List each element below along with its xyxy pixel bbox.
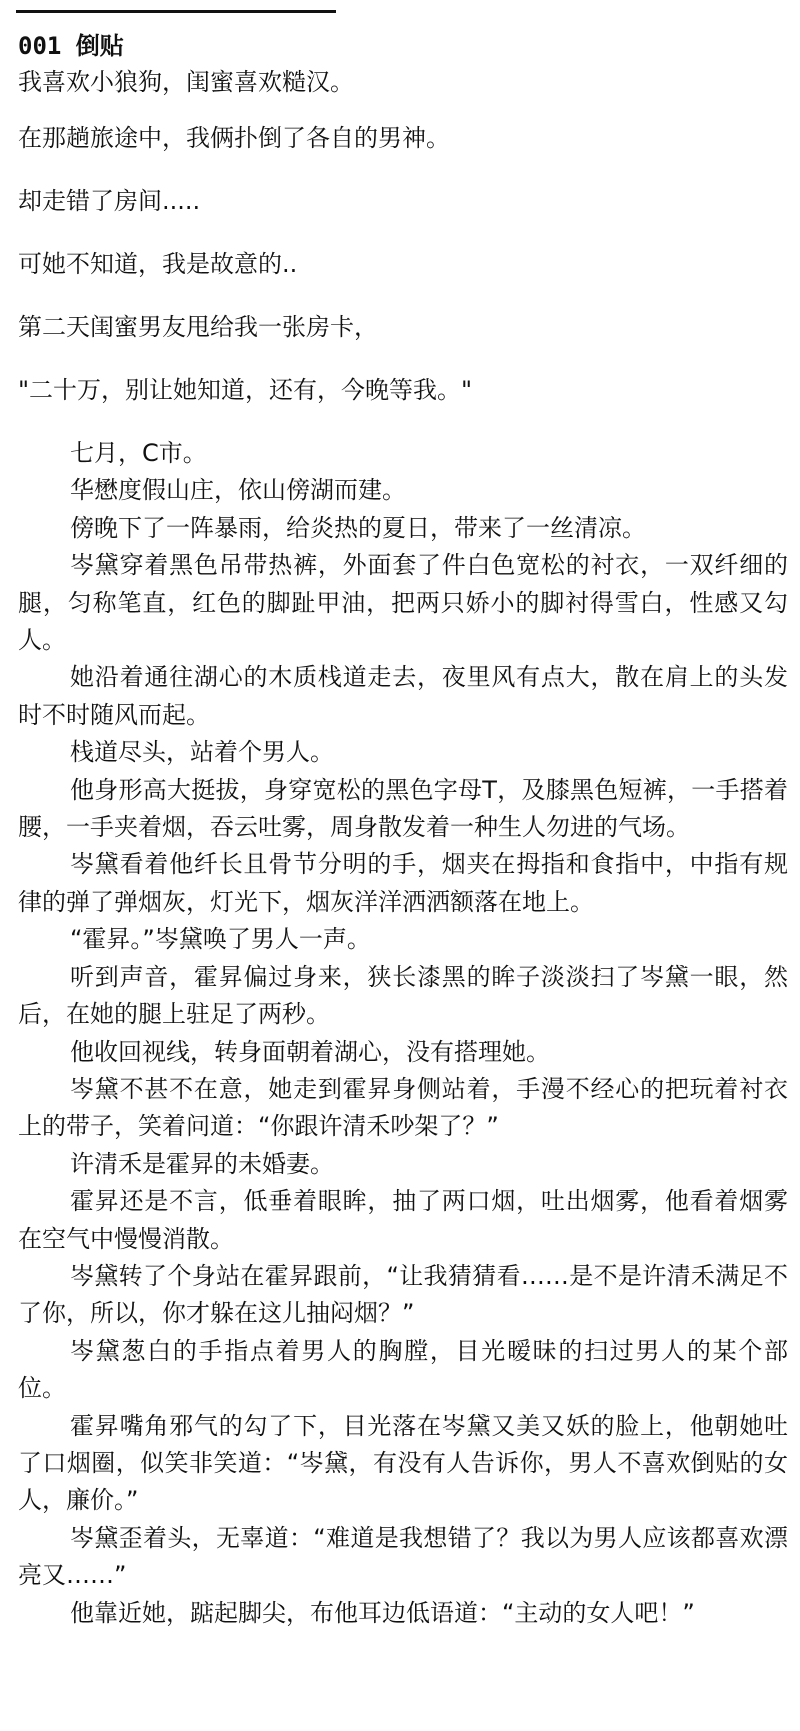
- intro-quote: "二十万，别让她知道，还有，今晚等我。": [18, 376, 473, 404]
- story-paragraph: 霍昇还是不言，低垂着眼眸，抽了两口烟，吐出烟雾，他看着烟雾在空气中慢慢消散。: [18, 1187, 788, 1253]
- story-paragraph: 霍昇嘴角邪气的勾了下，目光落在岑黛又美又妖的脸上，他朝她吐了口烟圈，似笑非笑道：“岑黛，有没有人告诉你，男人不喜欢倒贴的女人，廉价。”: [18, 1411, 788, 1515]
- story-paragraph: 岑黛转了个身站在霍昇跟前，“让我猜猜看……是不是许清禾满足不了你，所以，你才躲在这儿抽闷烟？”: [18, 1261, 788, 1328]
- story-paragraph: 岑黛看着他纤长且骨节分明的手，烟夹在拇指和食指中，中指有规律的弹了弹烟灰，灯光下，烟灰洋洋洒洒额落在地上。: [18, 850, 788, 916]
- intro-line: 却走错了房间.....: [18, 187, 201, 215]
- story-paragraph: 华懋度假山庄，依山傍湖而建。: [70, 476, 406, 505]
- intro-line: 在那趟旅途中，我俩扑倒了各自的男神。: [18, 124, 450, 152]
- story-paragraph: 七月，C市。: [70, 439, 207, 467]
- story-paragraph: 傍晚下了一阵暴雨，给炎热的夏日，带来了一丝清凉。: [70, 513, 646, 542]
- intro-line: 第二天闺蜜男友甩给我一张房卡，: [18, 313, 378, 341]
- story-paragraph: 岑黛歪着头，无辜道：“难道是我想错了？我以为男人应该都喜欢漂亮又……”: [18, 1523, 788, 1590]
- intro-line: 可她不知道，我是故意的..: [18, 250, 298, 278]
- story-paragraph: 岑黛葱白的手指点着男人的胸膛，目光暧昧的扫过男人的某个部位。: [18, 1336, 788, 1403]
- story-paragraph: 栈道尽头，站着个男人。: [70, 738, 334, 767]
- intro-line: 我喜欢小狼狗，闺蜜喜欢糙汉。: [18, 68, 354, 96]
- story-paragraph: 听到声音，霍昇偏过身来，狭长漆黑的眸子淡淡扫了岑黛一眼，然后，在她的腿上驻足了两秒。: [18, 962, 788, 1029]
- chapter-title: 001 倒贴: [18, 32, 124, 60]
- story-paragraph: 他靠近她，踮起脚尖，布他耳边低语道：“主动的女人吧！”: [70, 1598, 695, 1627]
- story-paragraph: 岑黛穿着黑色吊带热裤，外面套了件白色宽松的衬衣，一双纤细的腿，匀称笔直，红色的脚趾甲油，把两只娇小的脚衬得雪白，性感又勾人。: [18, 551, 788, 655]
- story-paragraph: 许清禾是霍昇的未婚妻。: [70, 1149, 334, 1178]
- story-paragraph: 他收回视线，转身面朝着湖心，没有搭理她。: [70, 1037, 550, 1066]
- story-paragraph: 她沿着通往湖心的木质栈道走去，夜里风有点大，散在肩上的头发时不时随风而起。: [18, 663, 788, 729]
- article-page: [18, 28, 788, 1632]
- story-paragraph: 他身形高大挺拔，身穿宽松的黑色字母T，及膝黑色短裤，一手搭着腰，一手夹着烟，吞云吐雾，周身散发着一种生人勿进的气场。: [18, 775, 788, 842]
- story-body: [18, 435, 788, 1632]
- story-paragraph: “霍昇。”岑黛唤了男人一声。: [70, 925, 371, 954]
- intro-block: [18, 64, 788, 408]
- story-paragraph: 岑黛不甚不在意，她走到霍昇身侧站着，手漫不经心的把玩着衬衣上的带子，笑着问道：“你跟许清禾吵架了？”: [18, 1074, 788, 1141]
- top-divider-line: [16, 10, 336, 13]
